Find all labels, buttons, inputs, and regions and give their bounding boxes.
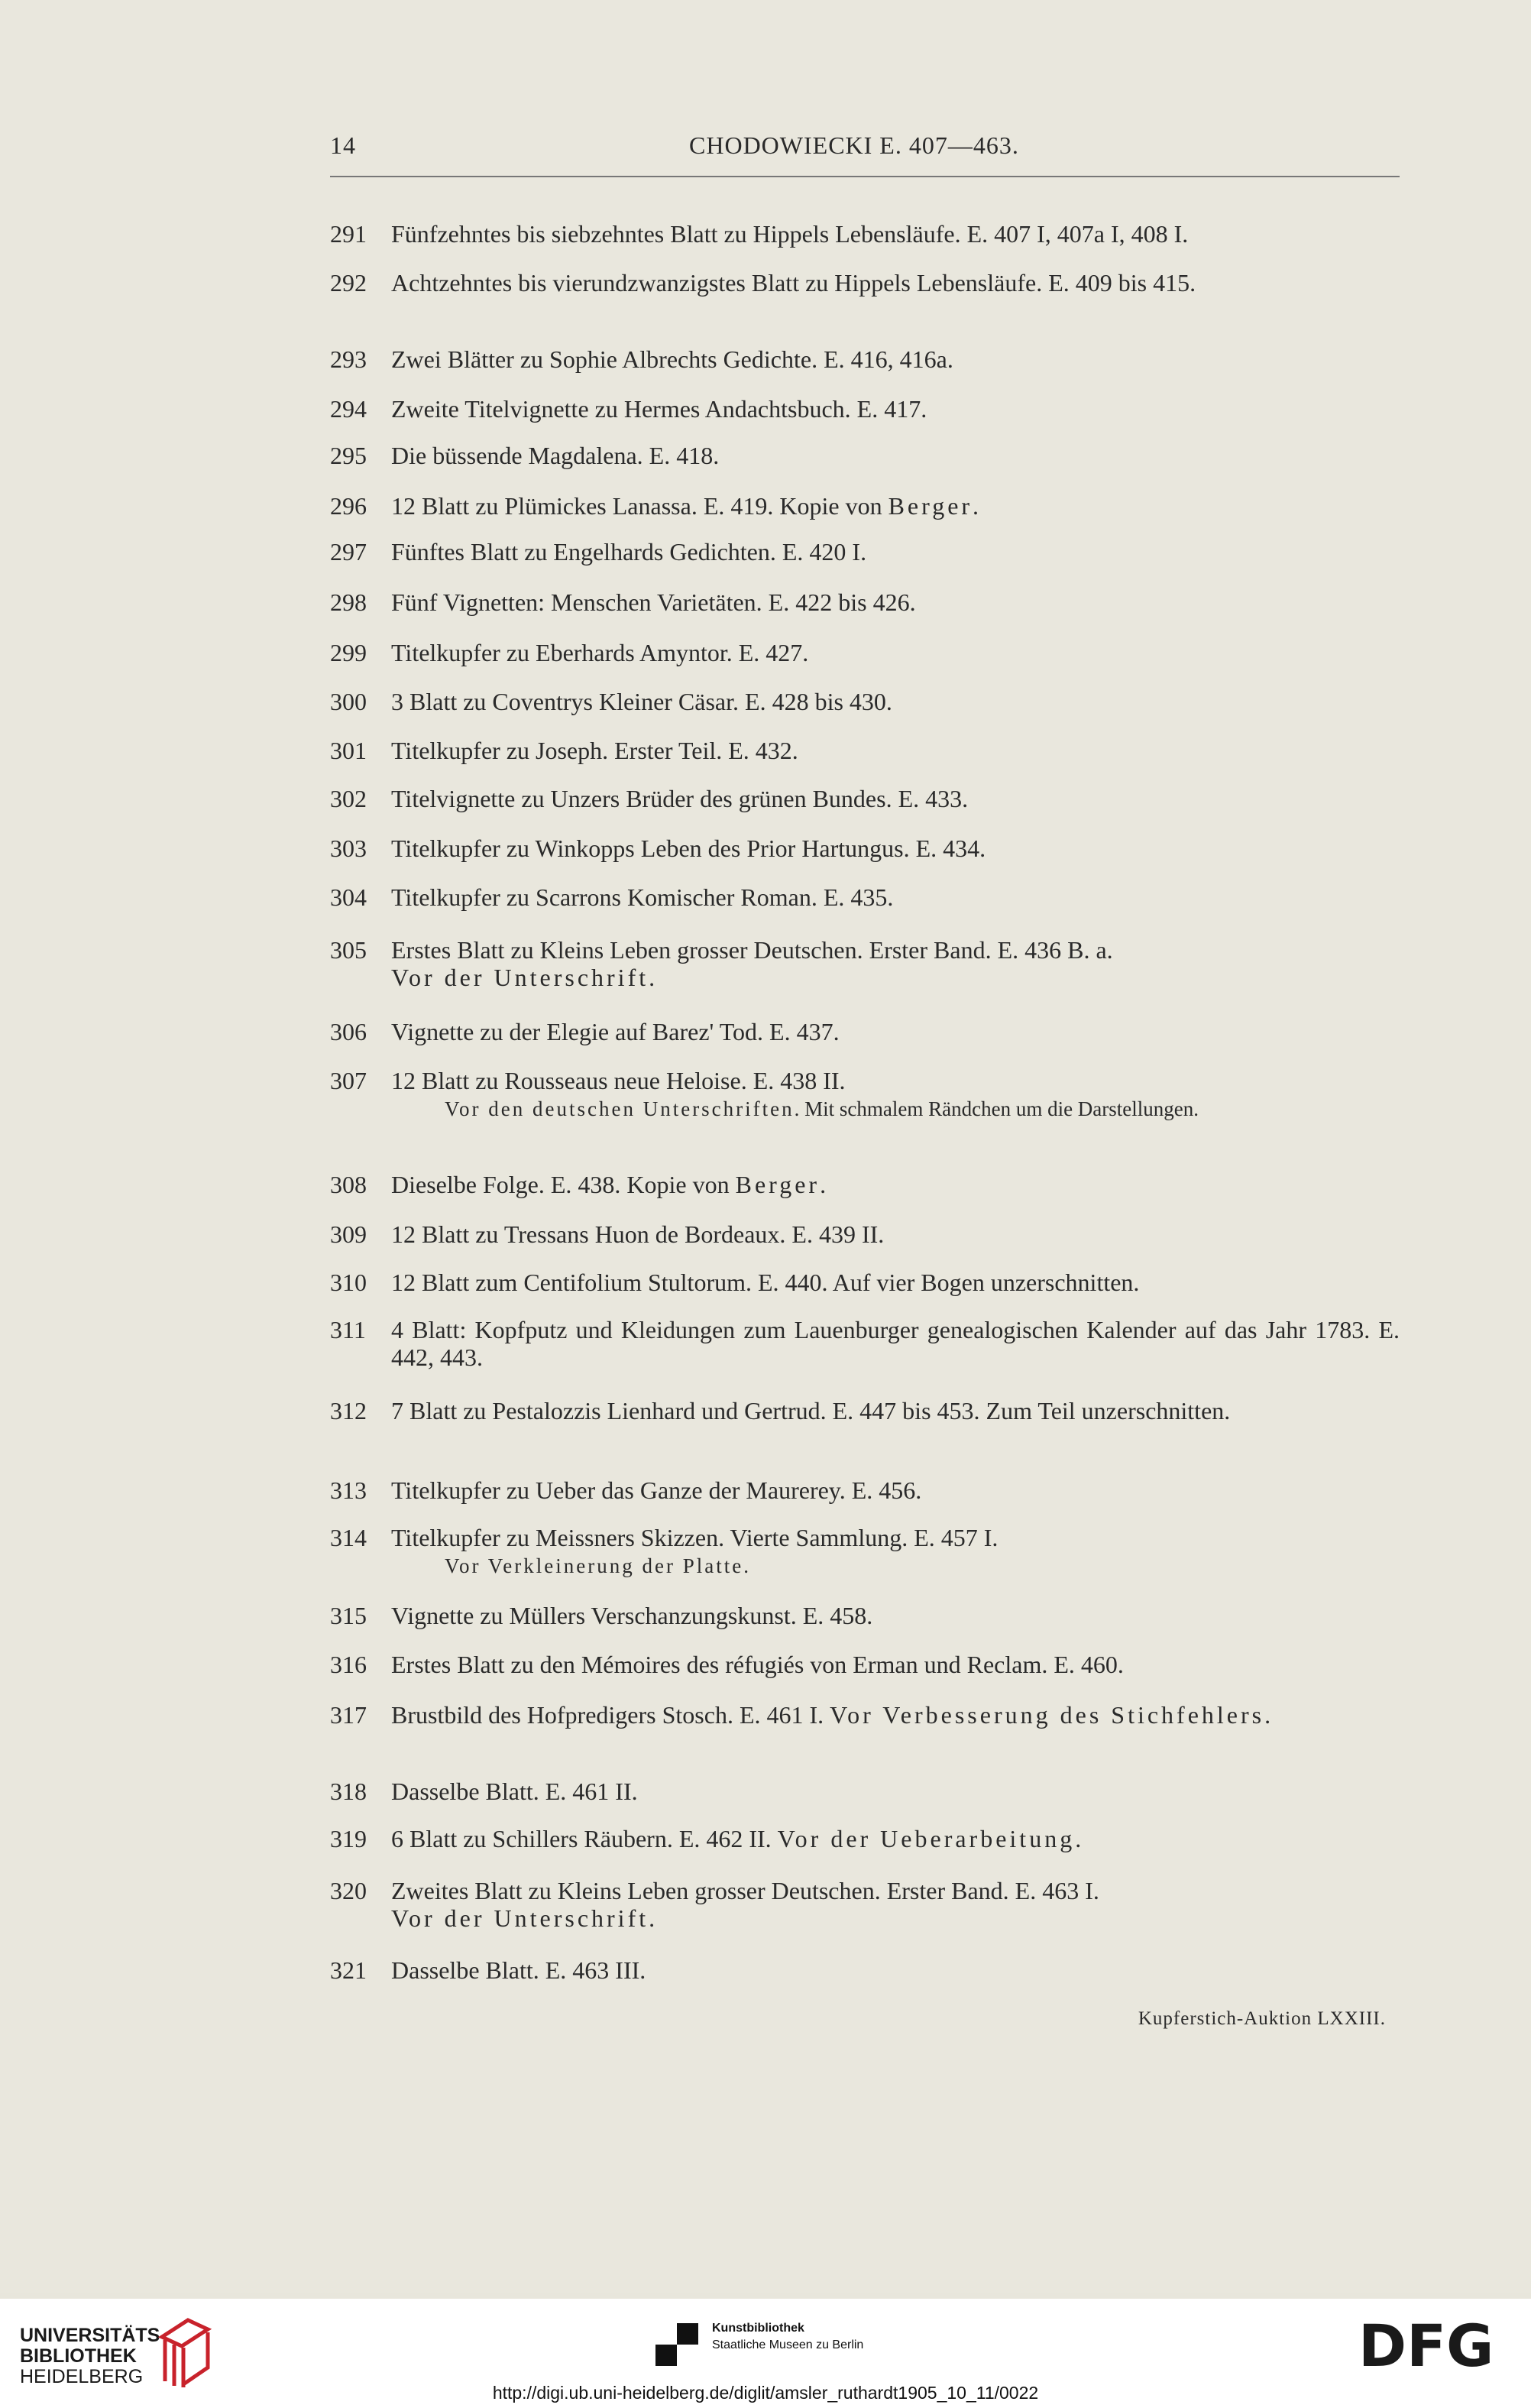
entry-text [391, 395, 1400, 423]
auction-footer: Kupferstich-Auktion LXXIII. [1138, 2008, 1386, 2029]
dfg-logo-text: DFG [1358, 2316, 1494, 2377]
entry-description: Titelkupfer zu Winkopps Leben des Prior Hartungus. E. 434. [391, 835, 986, 862]
entry-number: 303 [330, 835, 367, 862]
entry-note-spaced: Vor den deutschen Unterschriften [445, 1097, 795, 1120]
entry-condition: Vor der Unterschrift [391, 1904, 649, 1932]
entry-description: 12 Blatt zu Plümickes Lanassa. E. 419. Kopie von [391, 492, 888, 520]
entry-spaced-text: Vor der Ueberarbeitung [777, 1825, 1076, 1852]
entry-description: 6 Blatt zu Schillers Räubern. E. 462 II. [391, 1825, 778, 1852]
entry-description: Fünftes Blatt zu Engelhards Gedichten. E. 420 I. [391, 538, 867, 566]
kunstbibliothek-line: Staatliche Museen zu Berlin [712, 2338, 864, 2351]
entry-number: 320 [330, 1877, 367, 1904]
entry-note-tail: . Mit schmalem Rändchen um die Darstellungen. [794, 1097, 1199, 1120]
entry-text [391, 220, 1400, 248]
entry-text [391, 1602, 1400, 1629]
entry-number: 309 [330, 1220, 367, 1248]
entry-description: Titelkupfer zu Eberhards Amyntor. E. 427. [391, 639, 809, 666]
entry-description: Erstes Blatt zu Kleins Leben grosser Deutschen. Erster Band. E. 436 B. a. [391, 936, 1113, 964]
library-name-line: BIBLIOTHEK [20, 2345, 137, 2367]
entry-number: 316 [330, 1651, 367, 1678]
entry-text [391, 538, 1400, 566]
entry-description: Zweites Blatt zu Kleins Leben grosser Deutschen. Erster Band. E. 463 I. [391, 1877, 1099, 1904]
entry-number: 302 [330, 785, 367, 812]
entry-tail: . [1264, 1701, 1271, 1729]
entry-text [391, 639, 1400, 666]
entry-number: 311 [330, 1316, 366, 1343]
entry-number: 301 [330, 737, 367, 764]
digitization-footer [0, 2299, 1531, 2408]
entry-number: 319 [330, 1825, 367, 1852]
entry-number: 297 [330, 538, 367, 566]
entry-description: 7 Blatt zu Pestalozzis Lienhard und Gertrud. E. 447 bis 453. Zum Teil unzerschnitten. [391, 1397, 1231, 1424]
entry-text [391, 1067, 1400, 1094]
entry-text [391, 1269, 1400, 1296]
entry-number: 307 [330, 1067, 367, 1094]
entry-text [391, 1825, 1400, 1852]
entry-tail: . [649, 964, 655, 991]
entry-text [391, 492, 1400, 520]
entry-text [391, 1524, 1400, 1551]
entry-text [391, 1877, 1400, 1932]
entry-description: Titelkupfer zu Joseph. Erster Teil. E. 432. [391, 737, 798, 764]
entry-text [391, 1397, 1400, 1424]
entry-description: Fünf Vignetten: Menschen Varietäten. E. 422 bis 426. [391, 588, 916, 616]
entry-tail: . [1075, 1825, 1082, 1852]
dfg-logo[interactable] [1358, 2316, 1511, 2377]
entry-number: 314 [330, 1524, 367, 1551]
entry-number: 296 [330, 492, 367, 520]
entry-number: 295 [330, 442, 367, 469]
entry-note [445, 1554, 1400, 1578]
entry-description: Dasselbe Blatt. E. 463 III. [391, 1956, 646, 1984]
entry-number: 315 [330, 1602, 367, 1629]
entry-description: 12 Blatt zu Tressans Huon de Bordeaux. E. 439 II. [391, 1220, 885, 1248]
header-rule [330, 176, 1400, 177]
entry-description: Brustbild des Hofpredigers Stosch. E. 461 I. [391, 1701, 830, 1729]
entry-number: 305 [330, 936, 367, 964]
entry-number: 300 [330, 688, 367, 715]
entry-description: Titelvignette zu Unzers Brüder des grünen Bundes. E. 433. [391, 785, 969, 812]
entry-description: Titelkupfer zu Scarrons Komischer Roman. E. 435. [391, 883, 894, 911]
library-name[interactable] [20, 2325, 167, 2387]
entry-description: 12 Blatt zu Rousseaus neue Heloise. E. 438 II. [391, 1067, 846, 1094]
running-title: CHODOWIECKI E. 407—463. [689, 131, 1019, 159]
entry-text [391, 688, 1400, 715]
library-logo-icon[interactable] [157, 2314, 212, 2390]
entry-text [391, 1701, 1400, 1729]
entry-text [391, 1018, 1400, 1045]
entry-description: Fünfzehntes bis siebzehntes Blatt zu Hippels Lebensläufe. E. 407 I, 407a I, 408 I. [391, 220, 1189, 248]
entry-number: 304 [330, 883, 367, 911]
entry-text [391, 1316, 1400, 1371]
entry-text [391, 1956, 1400, 1984]
entry-spaced-text: Berger [888, 492, 973, 520]
entry-text [391, 835, 1400, 862]
entry-text [391, 737, 1400, 764]
entry-number: 292 [330, 269, 367, 297]
entry-number: 306 [330, 1018, 367, 1045]
entry-text [391, 936, 1400, 991]
entry-description: Die büssende Magdalena. E. 418. [391, 442, 720, 469]
entry-number: 313 [330, 1476, 367, 1504]
entry-text [391, 883, 1400, 911]
entry-text [391, 1220, 1400, 1248]
entry-tail: . [649, 1904, 655, 1932]
entry-note [445, 1097, 1400, 1121]
entry-description: Erstes Blatt zu den Mémoires des réfugiés von Erman und Reclam. E. 460. [391, 1651, 1124, 1678]
entry-number: 294 [330, 395, 367, 423]
kunstbibliothek-line: Kunstbibliothek [712, 2322, 804, 2335]
entry-number: 298 [330, 588, 367, 616]
entry-note-spaced: Vor Verkleinerung der Platte [445, 1554, 744, 1577]
entry-tail: . [973, 492, 979, 520]
entry-description: 4 Blatt: Kopfputz und Kleidungen zum Lauenburger genealogischen Kalender auf das Jahr 1783. E. 442, 443. [391, 1316, 1400, 1371]
entry-number: 291 [330, 220, 367, 248]
entry-number: 299 [330, 639, 367, 666]
entry-description: Vignette zu Müllers Verschanzungskunst. E. 458. [391, 1602, 873, 1629]
entry-description: Zweite Titelvignette zu Hermes Andachtsbuch. E. 417. [391, 395, 927, 423]
entry-text [391, 785, 1400, 812]
entry-description: Achtzehntes bis vierundzwanzigstes Blatt zu Hippels Lebensläufe. E. 409 bis 415. [391, 269, 1196, 297]
entry-number: 310 [330, 1269, 367, 1296]
entry-text [391, 1171, 1400, 1198]
entry-text [391, 1476, 1400, 1504]
entry-text [391, 1651, 1400, 1678]
entry-description: Titelkupfer zu Meissners Skizzen. Vierte Sammlung. E. 457 I. [391, 1524, 999, 1551]
kunstbibliothek-logo-icon[interactable] [654, 2322, 700, 2367]
entry-spaced-text: Vor Verbesserung des Stichfehlers [830, 1701, 1265, 1729]
entry-description: 3 Blatt zu Coventrys Kleiner Cäsar. E. 428 bis 430. [391, 688, 892, 715]
page-number: 14 [330, 131, 356, 159]
entry-text [391, 269, 1400, 297]
entry-description: Vignette zu der Elegie auf Barez' Tod. E. 437. [391, 1018, 840, 1045]
entry-text [391, 1778, 1400, 1805]
entry-number: 321 [330, 1956, 367, 1984]
entry-description: 12 Blatt zum Centifolium Stultorum. E. 440. Auf vier Bogen unzerschnitten. [391, 1269, 1140, 1296]
kunstbibliothek-name[interactable] [712, 2320, 863, 2354]
entry-spaced-text: Berger [735, 1171, 821, 1198]
entry-number: 308 [330, 1171, 367, 1198]
page-header [330, 131, 1400, 168]
entry-description: Dasselbe Blatt. E. 461 II. [391, 1778, 638, 1805]
entry-number: 318 [330, 1778, 367, 1805]
library-name-line: HEIDELBERG [20, 2366, 144, 2387]
entry-tail: . [820, 1171, 827, 1198]
entry-text [391, 588, 1400, 616]
entry-number: 317 [330, 1701, 367, 1729]
entry-text [391, 345, 1400, 373]
entry-number: 293 [330, 345, 367, 373]
entry-note-tail: . [743, 1554, 749, 1577]
entry-number: 312 [330, 1397, 367, 1424]
library-name-line: UNIVERSITÄTS- [20, 2325, 167, 2346]
entry-description: Zwei Blätter zu Sophie Albrechts Gedichte. E. 416, 416a. [391, 345, 953, 373]
entry-description: Titelkupfer zu Ueber das Ganze der Maurerey. E. 456. [391, 1476, 922, 1504]
source-url[interactable]: http://digi.ub.uni-heidelberg.de/diglit/amsler_ruthardt1905_10_11/0022 [492, 2383, 1039, 2403]
entry-condition: Vor der Unterschrift [391, 964, 649, 991]
entry-text [391, 442, 1400, 469]
entry-description: Dieselbe Folge. E. 438. Kopie von [391, 1171, 736, 1198]
